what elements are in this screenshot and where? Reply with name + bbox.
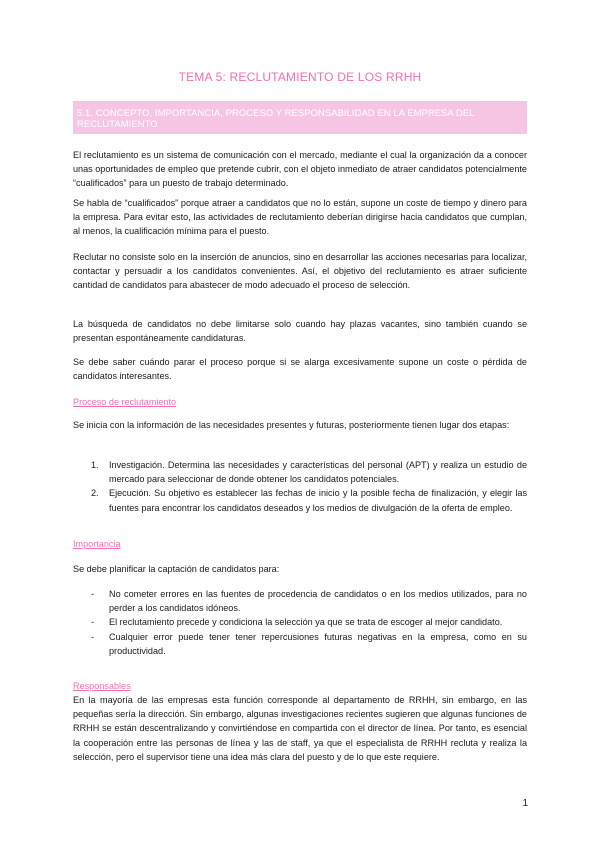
list-item	[87, 630, 527, 658]
responsables-text: En la mayoría de las empresas esta función corresponde al departamento de RRHH, sin embargo, en las pequeñas sería la dirección. Sin embargo, algunas investigaciones recientes sugieren que algunas funciones de RRHH se están descentralizando y convirtiéndose en compartida con el director de línea. Por tanto, es esencial la cooperación entre las personas de línea y las de staff, ya que el especialista de RRHH recluta y realiza la selección, pero el supervisor tiene una idea más clara del puesto y de lo que este requiere.	[73, 695, 527, 762]
paragraph-busqueda: La búsqueda de candidatos no debe limitarse solo cuando hay plazas vacantes, sino también cuando se presentan espontáneamente candidaturas.	[73, 319, 527, 344]
heading-proceso: Proceso de reclutamiento	[73, 397, 177, 407]
list-item	[87, 615, 527, 629]
list-item-text: Investigación. Determina las necesidades y características del personal (APT) y realiza un estudio de mercado para seleccionar de donde obtener los candidatos potenciales.	[109, 460, 527, 485]
list-number: 2.	[91, 488, 99, 499]
page-number: 1	[522, 798, 528, 809]
heading-responsables: Responsables	[73, 681, 131, 691]
importancia-list	[87, 587, 527, 658]
list-dash: -	[91, 631, 95, 642]
list-item	[87, 458, 527, 486]
list-item-text: No cometer errores en las fuentes de procedencia de candidatos o en los medios utilizados, para no perder a los candidatos idóneos.	[109, 589, 527, 614]
list-dash: -	[91, 589, 95, 599]
section-heading: 5.1. CONCEPTO, IMPORTANCIA, PROCESO Y RESPONSABILIDAD EN LA EMPRESA DEL RECLUTAMIENTO	[77, 107, 475, 129]
list-item	[87, 486, 527, 514]
section-heading-box	[73, 101, 527, 134]
heading-importancia: Importancia	[73, 539, 121, 549]
proceso-list	[87, 458, 527, 515]
list-number: 1.	[91, 460, 99, 470]
proceso-intro: Se inicia con la información de las necesidades presentes y futuras, posteriormente tienen lugar dos etapas:	[73, 420, 510, 430]
list-dash: -	[91, 617, 95, 628]
paragraph-definition: El reclutamiento es un sistema de comunicación con el mercado, mediante el cual la organización da a conocer unas oportunidades de empleo que pretende cubrir, con el objeto inmediato de atraer candidatos potencialmente “cualificados” para un puesto de trabajo determinado.	[73, 150, 527, 189]
list-item	[87, 587, 527, 615]
list-item-text: Cualquier error puede tener tener repercusiones futuras negativas en la empresa, como en su productividad.	[109, 631, 527, 656]
page-title: TEMA 5: RECLUTAMIENTO DE LOS RRHH	[178, 70, 422, 84]
list-item-text: El reclutamiento precede y condiciona la selección ya que se trata de escoger al mejor candidato.	[109, 617, 503, 628]
importancia-intro: Se debe planificar la captación de candidatos para:	[73, 564, 280, 574]
paragraph-reclutar: Reclutar no consiste solo en la inserción de anuncios, sino en desarrollar las acciones necesarias para localizar, contactar y persuadir a los candidatos convenientes. Así, el objetivo del reclutamiento es atraer suficiente cantidad de candidatos para abastecer de modo adecuado el proceso de selección.	[73, 252, 527, 291]
paragraph-cualificados: Se habla de “cualificados” porque atraer a candidatos que no lo están, supone un coste de tiempo y dinero para la empresa. Para evitar esto, las actividades de reclutamiento deberían dirigirse hacia candidatos que cumplan, al menos, la cualificación mínima para el puesto.	[73, 198, 527, 237]
paragraph-parar: Se debe saber cuándo parar el proceso porque si se alarga excesivamente supone un coste o pérdida de candidatos interesantes.	[73, 357, 527, 382]
list-item-text: Ejecución. Su objetivo es establecer las fechas de inicio y la posible fecha de finalización, y elegir las fuentes para encontrar los candidatos deseados y los medios de divulgación de la oferta de empleo.	[109, 488, 527, 513]
